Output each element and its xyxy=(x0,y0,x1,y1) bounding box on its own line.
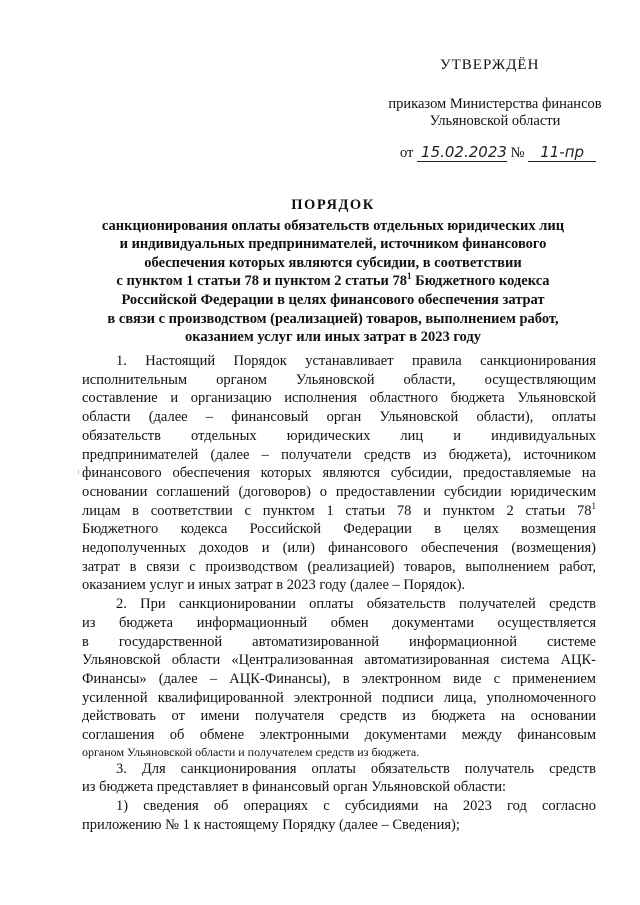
text-line: Ульяновской области «Централизованная автоматизированная система АЦК- xyxy=(82,652,596,669)
text-line: предпринимателей (далее – получатели средств из бюджета), источником xyxy=(82,446,596,463)
document-title xyxy=(70,196,596,347)
text-line: приложению № 1 к настоящему Порядку (далее – Сведения); xyxy=(82,816,460,833)
text-line: лицам в соответствии с пунктом 1 статьи 78 и пунктом 2 статьи $78^1$ xyxy=(82,500,596,519)
number-prefix: № xyxy=(510,145,525,161)
scan-margin-mark xyxy=(78,470,79,474)
document-body xyxy=(82,352,596,835)
text-line: исполнительным органом Ульяновской области, осуществляющим xyxy=(82,371,596,388)
text-line: усиленной квалифицированной электронной подписи лица, уполномоченного xyxy=(82,689,596,706)
text-line: 3. Для санкционирования оплаты обязательств получатель средств xyxy=(116,760,596,777)
approval-stamp-title: УТВЕРЖДЁН xyxy=(440,57,540,73)
text-line: действовать от имени получателя средств из бюджета на основании xyxy=(82,708,596,725)
text-line: недополученных доходов и (или) финансового обеспечения (возмещения) xyxy=(82,540,596,557)
order-line-1: приказом Министерства финансов xyxy=(388,96,602,112)
title-line: Российской Федерации в целях финансового обеспечения затрат xyxy=(121,291,545,308)
text-line: 1. Настоящий Порядок устанавливает правила санкционирования xyxy=(116,353,596,369)
paragraph-1 xyxy=(82,352,596,595)
handwritten-number: 11-пр xyxy=(528,143,596,162)
title-line: оказанием услуг или иных затрат в 2023 году xyxy=(185,329,481,346)
text-line: оказанием услуг и иных затрат в 2023 году (далее – Порядок). xyxy=(82,577,466,594)
handwritten-date: 15.02.2023 xyxy=(417,143,507,162)
paragraph-3 xyxy=(82,760,596,797)
date-prefix: от xyxy=(400,145,414,161)
text-line: из бюджета представляет в финансовый орган Ульяновской области: xyxy=(82,779,507,796)
text-line: финансового обеспечения которых являются субсидии, предоставляемые на xyxy=(82,465,596,482)
title-line: санкционирования оплаты обязательств отдельных юридических лиц xyxy=(101,217,565,234)
text-line: затрат в связи с производством (реализацией) товаров, выполнением работ, xyxy=(82,558,596,575)
text-line: органом Ульяновской области и получателем средств из бюджета. xyxy=(82,744,420,759)
title-line: обеспечения которых являются субсидии, в соответствии xyxy=(144,254,522,271)
text-line: в государственной автоматизированной информационной системе xyxy=(82,633,596,650)
text-line: 2. При санкционировании оплаты обязательств получателей средств xyxy=(116,596,596,613)
order-reference xyxy=(370,96,620,130)
title-line: и индивидуальных предпринимателей, источником финансового xyxy=(119,236,547,253)
text-line: основании соглашений (договоров) о предоставлении субсидии юридическим xyxy=(82,483,596,500)
text-line: Бюджетного кодекса Российской Федерации в целях возмещения xyxy=(82,521,596,538)
order-date-number xyxy=(400,143,596,162)
text-line: области (далее – финансовый орган Ульяновской области), оплаты xyxy=(82,409,596,426)
text-line: из бюджета информационный обмен документами осуществляется xyxy=(82,614,596,631)
text-line: Финансы» (далее – АЦК-Финансы), в электронном виде с применением xyxy=(82,670,596,687)
text-line: обязательств отдельных юридических лиц и индивидуальных xyxy=(82,427,596,444)
order-line-2: Ульяновской области xyxy=(429,113,561,129)
title-heading: ПОРЯДОК xyxy=(291,197,375,213)
paragraph-2 xyxy=(82,595,596,760)
text-line: 1) сведения об операциях с субсидиями на 2023 год согласно xyxy=(116,798,596,815)
text-line: соглашения об обмене электронными документами между финансовым xyxy=(82,727,596,744)
paragraph-3-item-1 xyxy=(82,797,596,834)
title-line: с пунктом 1 статьи 78 и пунктом 2 статьи $78^1$ Бюджетного кодекса xyxy=(116,271,550,290)
title-line: в связи с производством (реализацией) товаров, выполнением работ, xyxy=(107,310,559,327)
text-line: составление и организацию исполнения областного бюджета Ульяновской xyxy=(82,390,596,407)
